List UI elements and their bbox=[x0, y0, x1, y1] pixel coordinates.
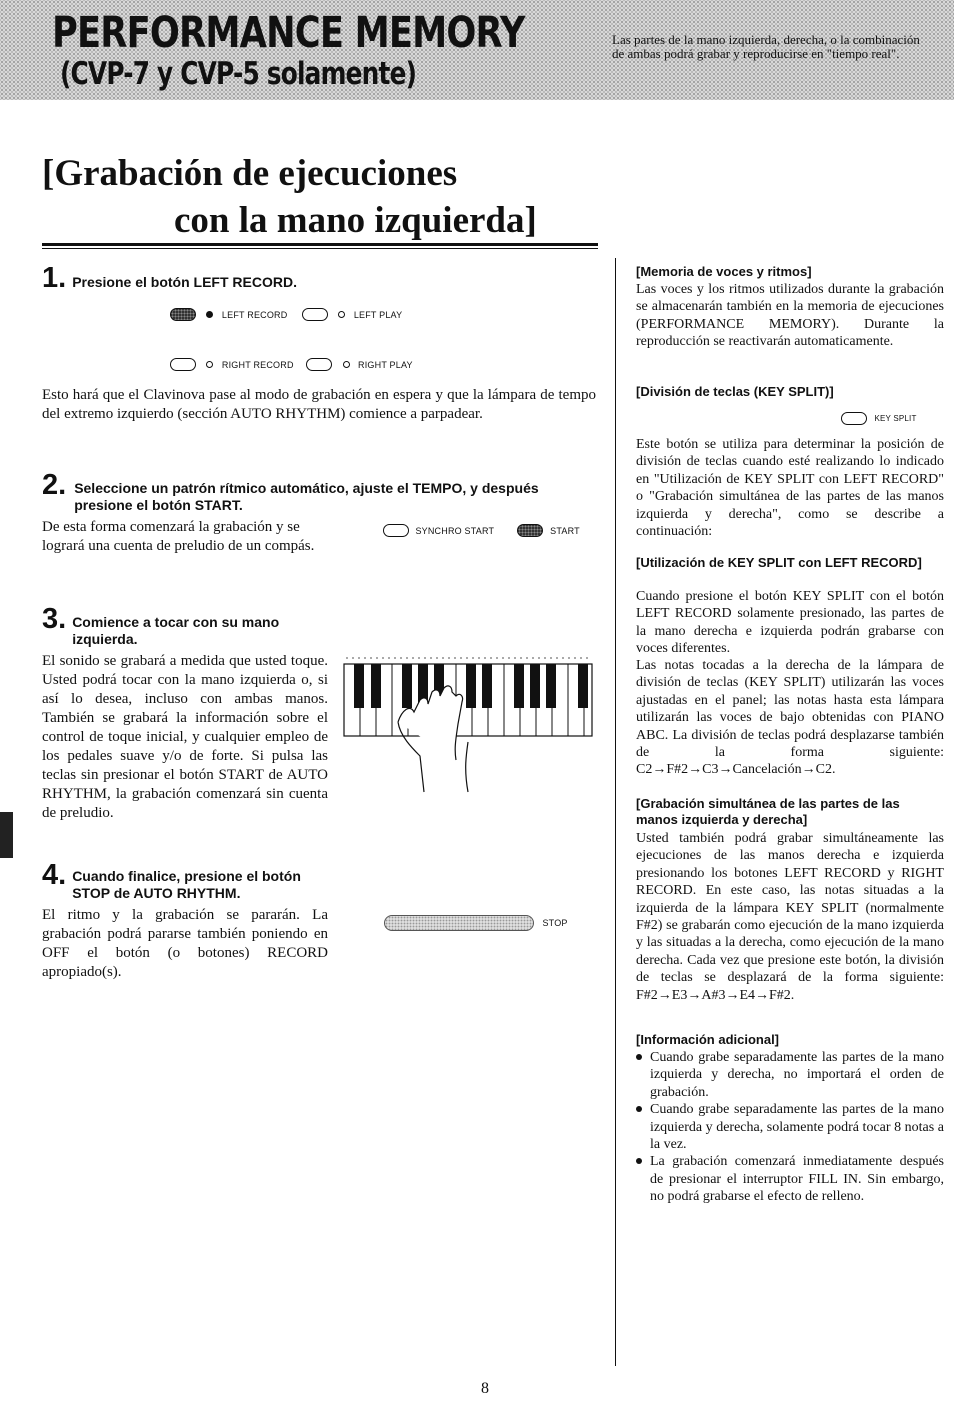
bullet-list bbox=[636, 1049, 944, 1206]
page-number: 8 bbox=[481, 1380, 489, 1397]
start-label: START bbox=[550, 525, 580, 536]
left-record-button-icon bbox=[170, 308, 196, 321]
step-1 bbox=[42, 262, 297, 295]
title-rule-thin bbox=[42, 248, 598, 249]
page-title-line-1: [Grabación de ejecuciones bbox=[42, 153, 458, 194]
step-number: 4. bbox=[42, 859, 67, 891]
header-description: Las partes de la mano izquierda, derecha, o la combinación de ambas podrá grabar y reproducirse en "tiempo real". bbox=[612, 32, 920, 61]
step-heading: Cuando finalice, presione el botón STOP de AUTO RHYTHM. bbox=[72, 868, 301, 901]
left-record-label: LEFT RECORD bbox=[221, 309, 288, 320]
list-item-text: La grabación comenzará inmediatamente después de presionar el interruptor FILL IN. Sin embargo, no podrá grabarse el efecto de relleno. bbox=[650, 1154, 944, 1205]
page-title bbox=[42, 150, 537, 244]
page-title-line-2: con la mano izquierda] bbox=[174, 200, 537, 241]
right-play-label: RIGHT PLAY bbox=[358, 359, 413, 370]
section-body: Cuando presione el botón KEY SPLIT con el botón LEFT RECORD solamente presionado, las partes de la mano derecha e izquierda podrán grabarse con voces diferentes. bbox=[636, 589, 944, 657]
step-3-body: El sonido se grabará a medida que usted toque. Usted podrá tocar con la mano izquierda o, si así lo desea, incluso con ambas manos. También se grabará la información sobre el control de toque inicial, y cualquier empleo de los pedales suave y/o de forte. Si pulsa las teclas sin presionar el botón START de AUTO RHYTHM, la grabación comenzará sin cuenta de preludio. bbox=[42, 653, 328, 821]
right-record-label: RIGHT RECORD bbox=[221, 359, 294, 370]
section-body-continued: Las notas tocadas a la derecha de la lámpara de división de teclas (KEY SPLIT) utilizarán las voces ajustadas en el panel; las notas hasta esta lámpara utilizarán las voces de bajo obtenidas con PIANO ABC. La división de teclas podrá desplazarse también de la forma siguiente: C2→F#2→C3→Cancelación→C2. bbox=[636, 658, 944, 778]
column-divider bbox=[615, 258, 616, 1366]
section-body: Usted también podrá grabar simultáneamente las ejecuciones de las manos derecha e izquierda presionando los botones LEFT RECORD y RIGHT RECORD. En este caso, las notas situadas a la izquierda de la lámpara KEY SPLIT (normalmente F#2) se grabarán como ejecución de la mano izquierda y las situadas a la derecha, como ejecución de la mano derecha. Cada vez que presione este botón, la división de teclas se desplazará de la forma siguiente: F#2→E3→A#3→E4→F#2. bbox=[636, 831, 944, 1003]
step-4 bbox=[42, 860, 332, 902]
step-2-body: De esta forma comenzará la grabación y se logrará una cuenta de preludio de un compás. bbox=[42, 519, 315, 554]
right-play-button-icon bbox=[306, 358, 332, 371]
lamp-off-icon bbox=[338, 311, 345, 318]
list-item bbox=[636, 1049, 944, 1101]
step-heading: Presione el botón LEFT RECORD. bbox=[72, 274, 297, 290]
stop-label: STOP bbox=[542, 917, 568, 928]
section-heading: [Grabación simultánea de las partes de las manos izquierda y derecha] bbox=[636, 796, 900, 827]
stop-button-icon bbox=[384, 915, 534, 931]
start-button-icon bbox=[517, 524, 543, 537]
section-title: PERFORMANCE MEMORY bbox=[52, 8, 525, 58]
panel-left-record bbox=[170, 306, 402, 324]
step-1-body: Esto hará que el Clavinova pase al modo de grabación en espera y que la lámpara de tempo del extremo izquierdo (sección AUTO RHYTHM) comience a parpadear. bbox=[42, 387, 596, 422]
synchro-start-label: SYNCHRO START bbox=[415, 525, 495, 536]
panel-stop bbox=[384, 914, 568, 932]
step-number: 3. bbox=[42, 603, 67, 635]
title-rule bbox=[42, 243, 598, 246]
section-body: Las voces y los ritmos utilizados durante la grabación se almacenarán también en la memoria de ejecuciones (PERFORMANCE MEMORY). Durante la reproducción se reactivarán automaticamente. bbox=[636, 282, 944, 350]
lamp-off-icon bbox=[343, 361, 350, 368]
bullet-icon bbox=[636, 1158, 642, 1164]
side-tab-marker bbox=[0, 812, 13, 858]
lamp-off-icon bbox=[206, 361, 213, 368]
key-split-button-icon bbox=[841, 412, 867, 425]
left-play-label: LEFT PLAY bbox=[353, 309, 403, 320]
right-record-button-icon bbox=[170, 358, 196, 371]
panel-key-split bbox=[841, 410, 917, 428]
bullet-icon bbox=[636, 1106, 642, 1112]
keyboard-hand-illustration bbox=[340, 652, 596, 802]
panel-start bbox=[383, 522, 580, 540]
synchro-start-button-icon bbox=[383, 524, 409, 537]
list-item-text: Cuando grabe separadamente las partes de la mano izquierda y derecha, solamente podrá tocar 8 notas a la vez. bbox=[650, 1102, 944, 1153]
section-heading: [Utilización de KEY SPLIT con LEFT RECORD] bbox=[636, 555, 922, 570]
lamp-on-icon bbox=[206, 311, 213, 318]
step-number: 1. bbox=[42, 262, 67, 294]
step-4-body: El ritmo y la grabación se pararán. La grabación podrá pararse también poniendo en OFF el botón (o botones) RECORD apropiado(s). bbox=[42, 907, 328, 980]
left-play-button-icon bbox=[302, 308, 328, 321]
step-heading: Comience a tocar con su mano izquierda. bbox=[72, 614, 280, 647]
list-item-text: Cuando grabe separadamente las partes de la mano izquierda y derecha, no importará el orden de grabación. bbox=[650, 1050, 944, 1100]
step-number: 2. bbox=[42, 469, 67, 501]
section-heading: [Información adicional] bbox=[636, 1032, 780, 1047]
section-subtitle: (CVP-7 y CVP-5 solamente) bbox=[60, 56, 417, 92]
section-heading: [Memoria de voces y ritmos] bbox=[636, 264, 812, 279]
panel-right-record bbox=[170, 356, 413, 374]
section-body: Este botón se utiliza para determinar la posición de división de teclas cuando esté realizando lo indicado en "Utilización de KEY SPLIT con LEFT RECORD" o "Grabación simultánea de las partes de las manos izquierda y derecha", como se describe a continuación: bbox=[636, 437, 944, 540]
list-item bbox=[636, 1101, 944, 1153]
list-item bbox=[636, 1153, 944, 1205]
step-heading: Seleccione un patrón rítmico automático, ajuste el TEMPO, y después presione el botón START. bbox=[74, 480, 539, 513]
section-heading: [División de teclas (KEY SPLIT)] bbox=[636, 384, 834, 399]
bullet-icon bbox=[636, 1054, 642, 1060]
step-2 bbox=[42, 470, 598, 514]
step-3 bbox=[42, 604, 332, 648]
key-split-label: KEY SPLIT bbox=[874, 414, 917, 424]
